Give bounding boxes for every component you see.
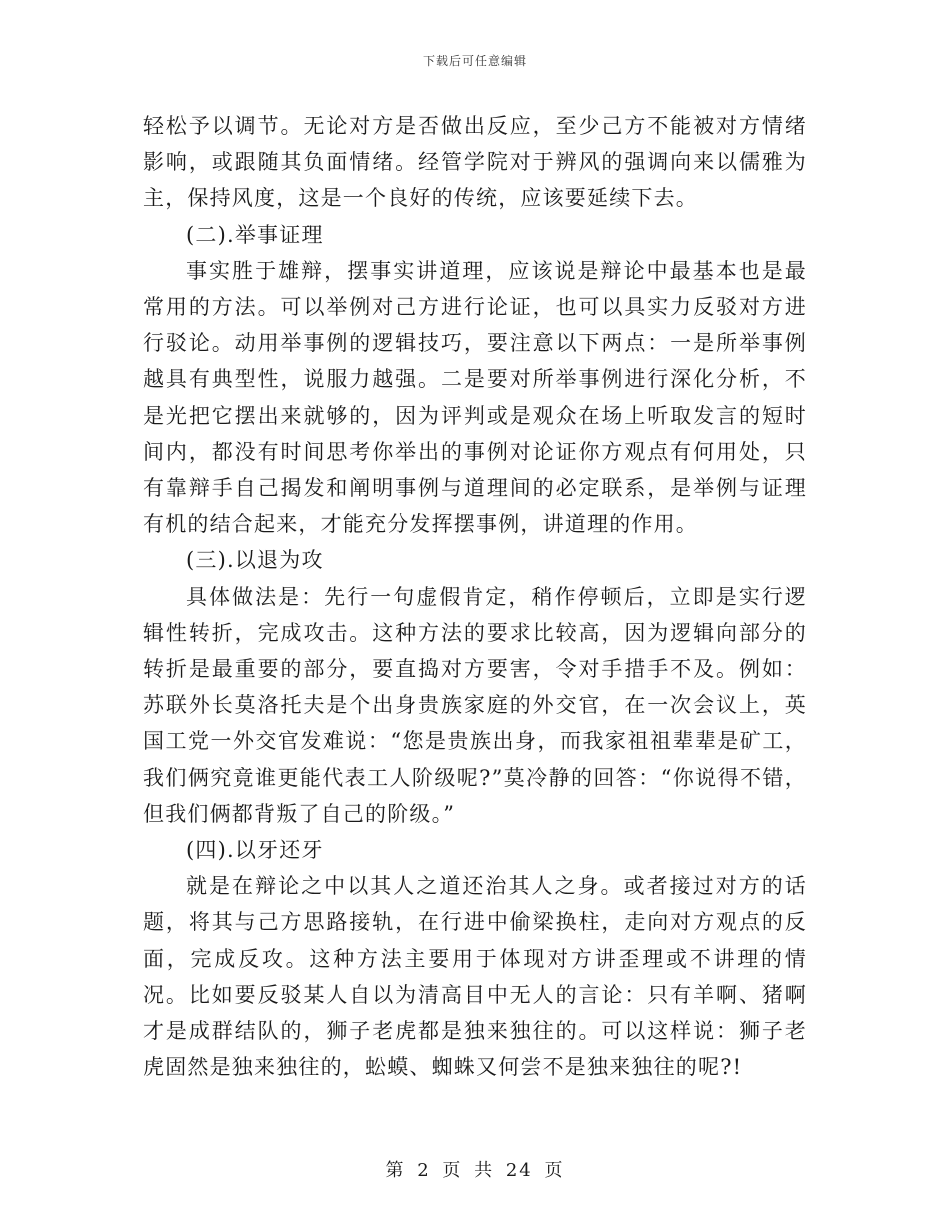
paragraph-section-4: 就是在辩论之中以其人之道还治其人之身。或者接过对方的话题，将其与己方思路接轨，在行进中偷梁换柱，走向对方观点的反面，完成反攻。这种方法主要用于体现对方讲歪理或不讲理的情况。比如要反驳某人自以为清高目中无人的言论：只有羊啊、猪啊才是成群结队的，狮子老虎都是独来独往的。可以这样说：狮子老虎固然是独来独往的，蚣蟆、蜘蛛又何尝不是独来独往的呢?!	[143, 874, 807, 1080]
paragraph-section-3: 具体做法是：先行一句虚假肯定，稍作停顿后，立即是实行逻辑性转折，完成攻击。这种方法的要求比较高，因为逻辑向部分的转折是最重要的部分，要直捣对方要害，令对手措手不及。例如：苏联外长莫洛托夫是个出身贵族家庭的外交官，在一次会议上，英国工党一外交官发难说：“您是贵族出身，而我家祖祖辈辈是矿工，我们俩究竟谁更能代表工人阶级呢?”莫冷静的回答：“你说得不错，但我们俩都背叛了自己的阶级。”	[143, 584, 807, 826]
page-number-footer: 第 2 页 共 24 页	[385, 1160, 565, 1181]
section-heading-2: (二).举事证理	[186, 222, 324, 247]
paragraph-continuation: 轻松予以调节。无论对方是否做出反应，至少己方不能被对方情绪影响，或跟随其负面情绪。经管学院对于辨风的强调向来以儒雅为主，保持风度，这是一个良好的传统，应该要延续下去。	[143, 114, 807, 211]
section-heading-3: (三).以退为攻	[186, 548, 324, 573]
document-body	[143, 108, 807, 1085]
section-heading-4: (四).以牙还牙	[186, 838, 324, 863]
paragraph-section-2: 事实胜于雄辩，摆事实讲道理，应该说是辩论中最基本也是最常用的方法。可以举例对己方进行论证，也可以具实力反驳对方进行驳论。动用举事例的逻辑技巧，要注意以下两点：一是所举事例越具有典型性，说服力越强。二是要对所举事例进行深化分析，不是光把它摆出来就够的，因为评判或是观众在场上听取发言的短时间内，都没有时间思考你举出的事例对论证你方观点有何用处，只有靠辩手自己揭发和阐明事例与道理间的必定联系，是举例与证理有机的结合起来，才能充分发挥摆事例，讲道理的作用。	[143, 258, 807, 537]
page-header: 下载后可任意编辑	[422, 54, 527, 68]
